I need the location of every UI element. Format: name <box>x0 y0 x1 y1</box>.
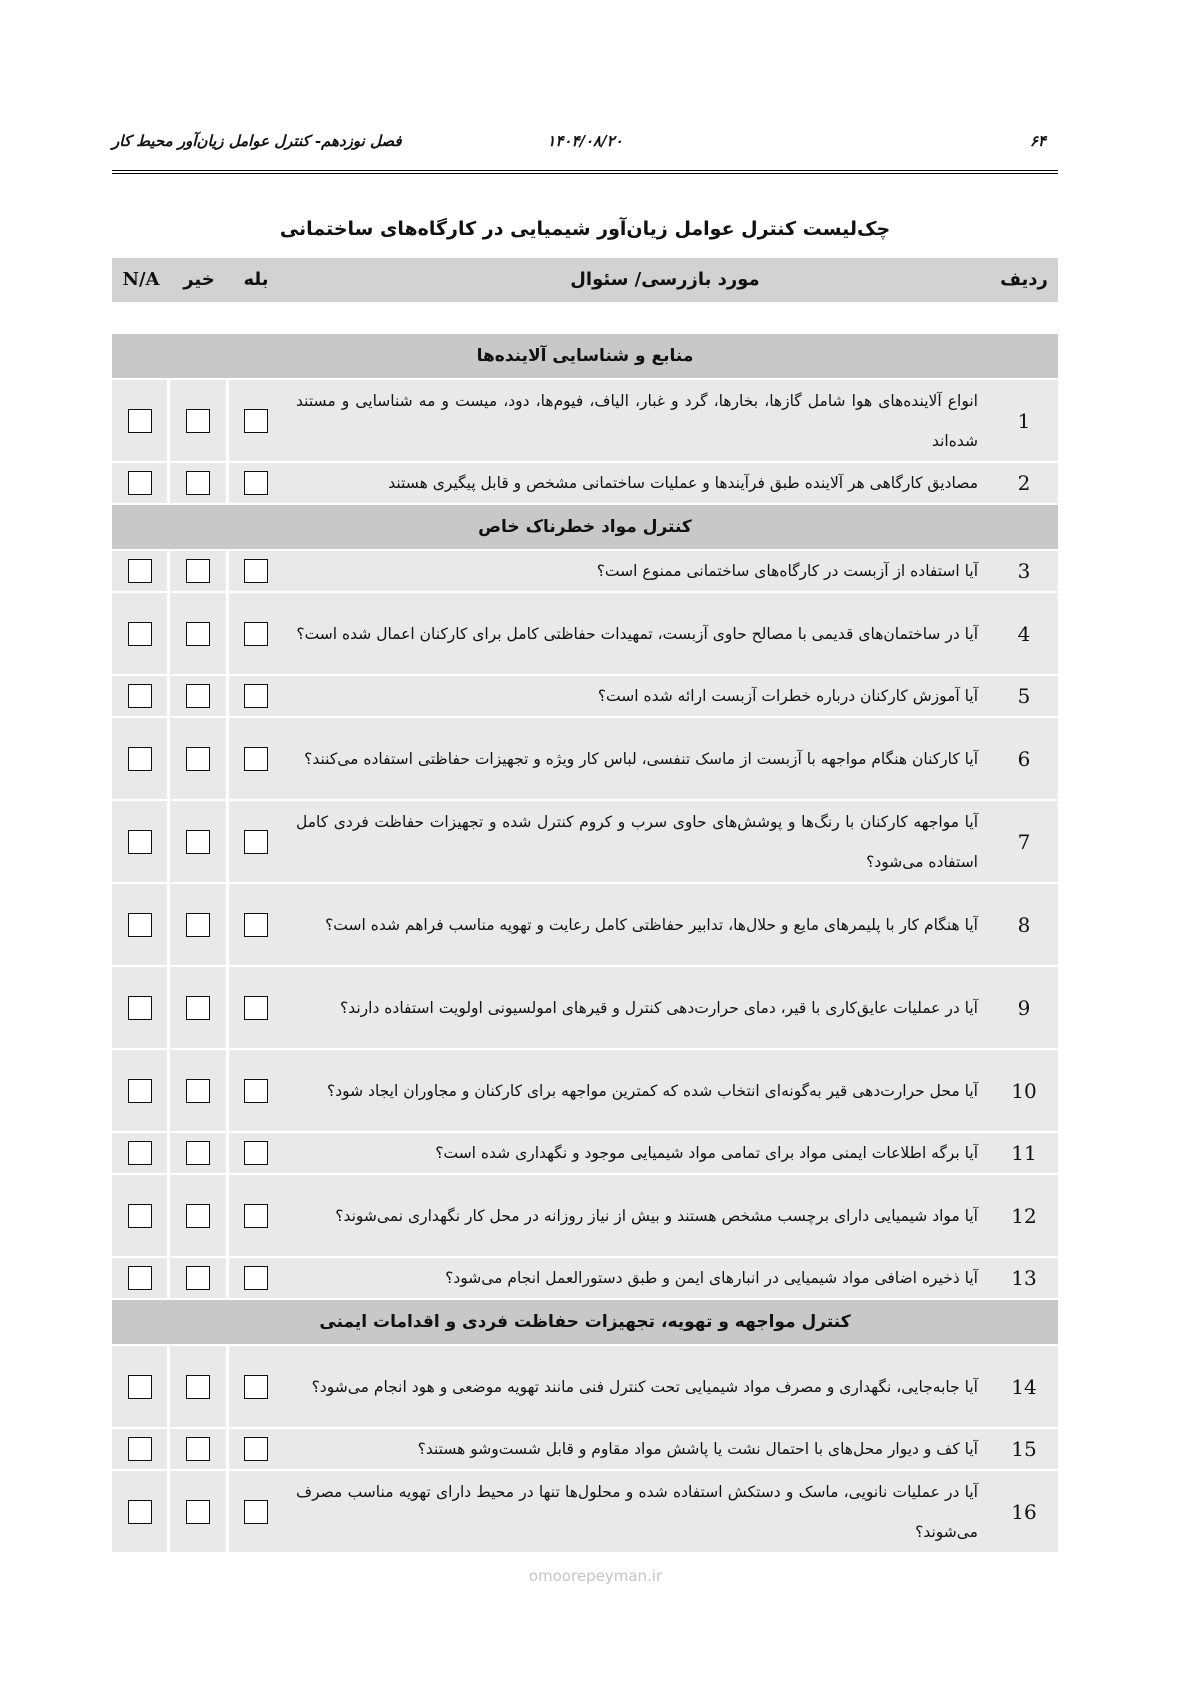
na-checkbox[interactable] <box>128 747 152 771</box>
no-checkbox[interactable] <box>186 1079 210 1103</box>
checklist-item <box>112 1346 1058 1429</box>
no-checkbox[interactable] <box>186 1437 210 1461</box>
no-checkbox[interactable] <box>186 996 210 1020</box>
no-checkbox[interactable] <box>186 409 210 433</box>
na-checkbox[interactable] <box>128 1266 152 1290</box>
watermark-text: omoorepeyman.ir <box>528 1567 663 1585</box>
checklist-table <box>112 334 1058 1554</box>
item-number: 6 <box>1017 746 1031 771</box>
yes-checkbox[interactable] <box>244 913 268 937</box>
column-header-row <box>112 258 1058 302</box>
no-checkbox[interactable] <box>186 622 210 646</box>
yes-checkbox[interactable] <box>244 1141 268 1165</box>
item-question: مصادیق کارگاهی هر آلاینده طبق فرآیندها و عملیات ساختمانی مشخص و قابل پیگیری هستند <box>388 474 978 492</box>
section-title: کنترل مواد خطرناک خاص <box>112 505 1058 551</box>
yes-checkbox[interactable] <box>244 684 268 708</box>
header-date: ۱۴۰۴/۰۸/۲۰ <box>547 132 623 150</box>
checklist-item <box>112 718 1058 801</box>
checklist-item <box>112 551 1058 593</box>
answer-boxes <box>112 463 284 503</box>
checklist-item <box>112 967 1058 1050</box>
no-checkbox[interactable] <box>186 1141 210 1165</box>
chapter-title: فصل نوزدهم- کنترل عوامل زیان‌آور محیط کار <box>112 132 402 150</box>
column-header-row-number: ردیف <box>1000 269 1048 290</box>
answer-boxes <box>112 1429 284 1469</box>
answer-boxes <box>112 1175 284 1256</box>
checklist-item <box>112 884 1058 967</box>
answer-boxes <box>112 551 284 591</box>
yes-checkbox[interactable] <box>244 1437 268 1461</box>
item-question: آیا جابه‌جایی، نگهداری و مصرف مواد شیمیایی تحت کنترل فنی مانند تهویه موضعی و هود انجام می‌شود؟ <box>311 1377 978 1396</box>
column-header-no: خیر <box>183 269 215 290</box>
na-checkbox[interactable] <box>128 996 152 1020</box>
checklist-item <box>112 1429 1058 1471</box>
yes-checkbox[interactable] <box>244 622 268 646</box>
answer-boxes <box>112 1050 284 1131</box>
checklist-item <box>112 1471 1058 1554</box>
item-question: آیا محل حرارت‌دهی قیر به‌گونه‌ای انتخاب شده که کمترین مواجهه برای کارکنان و مجاوران ایجاد شود؟ <box>326 1081 978 1100</box>
item-question: آیا استفاده از آزبست در کارگاه‌های ساختمانی ممنوع است؟ <box>596 562 978 580</box>
checklist-item <box>112 593 1058 676</box>
yes-checkbox[interactable] <box>244 747 268 771</box>
checklist-item <box>112 1050 1058 1133</box>
checklist-item <box>112 380 1058 463</box>
item-number: 1 <box>1017 408 1031 433</box>
na-checkbox[interactable] <box>128 913 152 937</box>
item-number: 3 <box>1017 559 1031 583</box>
na-checkbox[interactable] <box>128 1500 152 1524</box>
item-number: 9 <box>1017 995 1031 1020</box>
na-checkbox[interactable] <box>128 684 152 708</box>
item-number: 12 <box>1011 1203 1037 1228</box>
item-question: انواع آلاینده‌های هوا شامل گازها، بخارها، گرد و غبار، الیاف، فیوم‌ها، دود، میست و مه شناسایی و مستند شده‌اند <box>296 391 978 450</box>
item-question: آیا در عملیات عایق‌کاری با قیر، دمای حرارت‌دهی کنترل و قیرهای امولسیونی اولویت استفاده دارند؟ <box>340 998 978 1017</box>
item-question: آیا مواد شیمیایی دارای برچسب مشخص هستند و بیش از نیاز روزانه در محل کار نگهداری نمی‌شوند؟ <box>335 1206 978 1225</box>
answer-boxes <box>112 718 284 799</box>
item-question: آیا آموزش کارکنان درباره خطرات آزبست ارائه شده است؟ <box>597 687 978 705</box>
answer-boxes <box>112 1346 284 1427</box>
checklist-item <box>112 801 1058 884</box>
item-number: 7 <box>1017 829 1031 854</box>
item-number: 2 <box>1017 471 1031 495</box>
no-checkbox[interactable] <box>186 559 210 583</box>
page-header <box>112 128 1058 174</box>
na-checkbox[interactable] <box>128 1437 152 1461</box>
answer-boxes <box>112 1133 284 1173</box>
item-number: 13 <box>1011 1266 1037 1290</box>
item-question: آیا مواجهه کارکنان با رنگ‌ها و پوشش‌های حاوی سرب و کروم کنترل شده و تجهیزات حفاظت فردی کامل استفاده می‌شود؟ <box>296 812 978 871</box>
na-checkbox[interactable] <box>128 830 152 854</box>
answer-boxes <box>112 801 284 882</box>
na-checkbox[interactable] <box>128 1204 152 1228</box>
no-checkbox[interactable] <box>186 471 210 495</box>
answer-boxes <box>112 676 284 716</box>
no-checkbox[interactable] <box>186 747 210 771</box>
yes-checkbox[interactable] <box>244 1375 268 1399</box>
checklist-item <box>112 1133 1058 1175</box>
item-number: 11 <box>1011 1141 1037 1165</box>
item-number: 16 <box>1011 1499 1037 1524</box>
item-number: 4 <box>1017 621 1031 646</box>
na-checkbox[interactable] <box>128 471 152 495</box>
answer-boxes <box>112 593 284 674</box>
item-number: 15 <box>1011 1437 1037 1461</box>
section-title: منابع و شناسایی آلاینده‌ها <box>112 334 1058 380</box>
checklist-item <box>112 1175 1058 1258</box>
item-number: 14 <box>1011 1374 1037 1399</box>
no-checkbox[interactable] <box>186 1500 210 1524</box>
yes-checkbox[interactable] <box>244 1266 268 1290</box>
answer-boxes <box>112 1258 284 1298</box>
na-checkbox[interactable] <box>128 1079 152 1103</box>
yes-checkbox[interactable] <box>244 409 268 433</box>
section-title: کنترل مواجهه و تهویه، تجهیزات حفاظت فردی و اقدامات ایمنی <box>112 1300 1058 1346</box>
na-checkbox[interactable] <box>128 1141 152 1165</box>
column-header-na: N/A <box>122 269 160 290</box>
item-question: آیا هنگام کار با پلیمرهای مایع و حلال‌ها، تدابیر حفاظتی کامل رعایت و تهویه مناسب فراهم شده است؟ <box>325 915 978 934</box>
answer-boxes <box>112 380 284 461</box>
no-checkbox[interactable] <box>186 1375 210 1399</box>
yes-checkbox[interactable] <box>244 996 268 1020</box>
checklist-item <box>112 676 1058 718</box>
item-question: آیا کف و دیوار محل‌های با احتمال نشت یا پاشش مواد مقاوم و قابل شست‌وشو هستند؟ <box>417 1440 978 1458</box>
item-number: 10 <box>1011 1078 1037 1103</box>
answer-boxes <box>112 967 284 1048</box>
checklist-item <box>112 1258 1058 1300</box>
na-checkbox[interactable] <box>128 622 152 646</box>
yes-checkbox[interactable] <box>244 471 268 495</box>
na-checkbox[interactable] <box>128 1375 152 1399</box>
column-header-yes: بله <box>243 269 269 290</box>
item-number: 8 <box>1017 912 1031 937</box>
checklist-item <box>112 463 1058 505</box>
no-checkbox[interactable] <box>186 830 210 854</box>
na-checkbox[interactable] <box>128 559 152 583</box>
answer-boxes <box>112 884 284 965</box>
item-question: آیا کارکنان هنگام مواجهه با آزبست از ماسک تنفسی، لباس کار ویژه و تجهیزات حفاظتی استفاده می‌کنند؟ <box>304 749 978 768</box>
checklist-title: چک‌لیست کنترل عوامل زیان‌آور شیمیایی در کارگاه‌های ساختمانی <box>279 218 891 240</box>
answer-boxes <box>112 1471 284 1552</box>
yes-checkbox[interactable] <box>244 1500 268 1524</box>
yes-checkbox[interactable] <box>244 830 268 854</box>
item-number: 5 <box>1017 684 1031 708</box>
item-question: آیا در عملیات نانویی، ماسک و دستکش استفاده شده و محلول‌ها تنها در محیط دارای تهویه مناسب مصرف می‌شوند؟ <box>296 1482 978 1541</box>
no-checkbox[interactable] <box>186 913 210 937</box>
yes-checkbox[interactable] <box>244 1079 268 1103</box>
na-checkbox[interactable] <box>128 409 152 433</box>
yes-checkbox[interactable] <box>244 1204 268 1228</box>
item-question: آیا در ساختمان‌های قدیمی با مصالح حاوی آزبست، تمهیدات حفاظتی کامل برای کارکنان اعمال شده است؟ <box>296 624 978 643</box>
item-question: آیا برگه اطلاعات ایمنی مواد برای تمامی مواد شیمیایی موجود و نگهداری شده است؟ <box>435 1144 978 1162</box>
column-header-question: مورد بازرسی/ سئوال <box>570 269 760 290</box>
no-checkbox[interactable] <box>186 1266 210 1290</box>
no-checkbox[interactable] <box>186 684 210 708</box>
no-checkbox[interactable] <box>186 1204 210 1228</box>
yes-checkbox[interactable] <box>244 559 268 583</box>
item-question: آیا ذخیره اضافی مواد شیمیایی در انبارهای ایمن و طبق دستورالعمل انجام می‌شود؟ <box>445 1269 978 1287</box>
page-number: ۶۴ <box>1029 132 1046 150</box>
